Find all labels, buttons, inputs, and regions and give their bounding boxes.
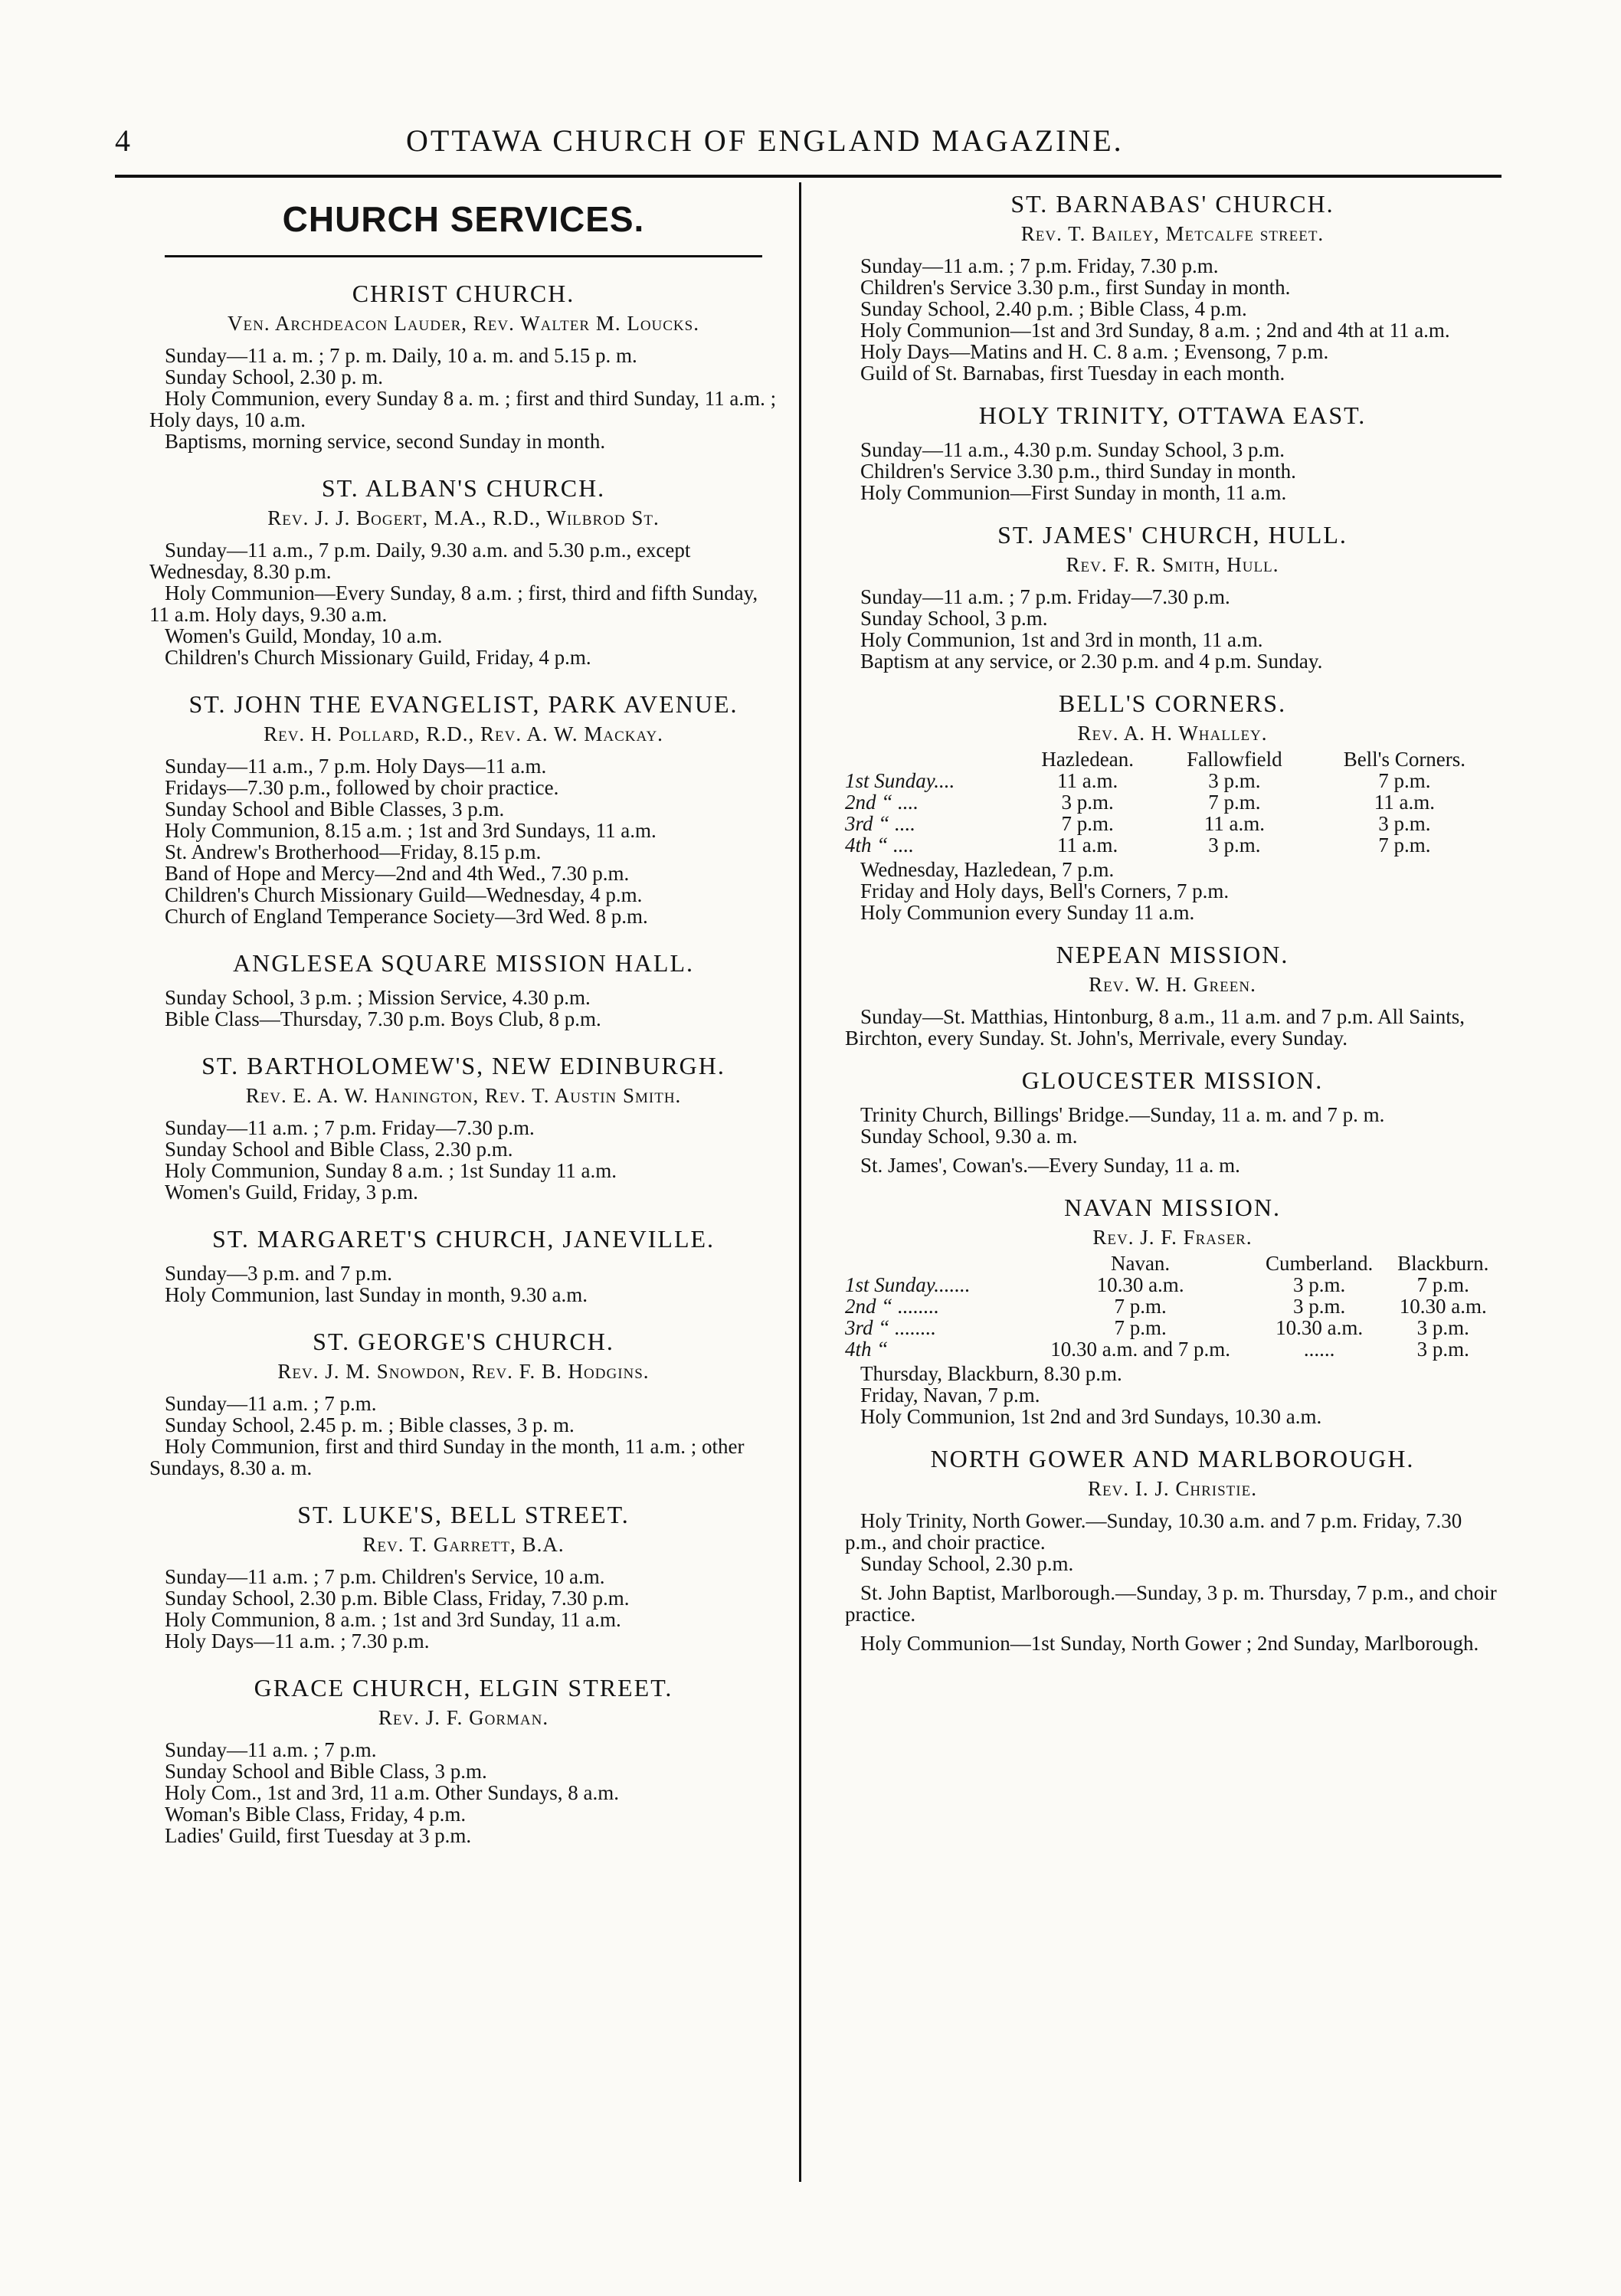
running-title: OTTAWA CHURCH OF ENGLAND MAGAZINE. bbox=[406, 123, 1124, 158]
service-line: Fridays—7.30 p.m., followed by choir practice. bbox=[165, 776, 559, 799]
service-line: Holy Communion, every Sunday 8 a. m. ; first and third Sunday, 11 a.m. ; Holy days, 10 a.m. bbox=[149, 387, 777, 431]
section-st-barnabas bbox=[845, 188, 1500, 384]
clergy-line: Rev. W. H. Green. bbox=[1089, 973, 1256, 996]
service-line: Sunday—11 a.m., 4.30 p.m. Sunday School, 3 p.m. bbox=[860, 438, 1285, 461]
service-line: Holy Communion, 1st and 3rd in month, 11 a.m. bbox=[860, 628, 1263, 651]
section-title: ST. JOHN THE EVANGELIST, PARK AVENUE. bbox=[188, 690, 738, 718]
service-line: Sunday—St. Matthias, Hintonburg, 8 a.m., 11 a.m. and 7 p.m. All Saints, Birchton, every Sunday. St. John's, Merrivale, every Sunday. bbox=[845, 1005, 1465, 1050]
section-bells-corners bbox=[845, 687, 1500, 923]
main-title: CHURCH SERVICES. bbox=[282, 199, 645, 239]
service-line: Friday, Navan, 7 p.m. bbox=[860, 1384, 1040, 1407]
service-line: Sunday—11 a.m., 7 p.m. Holy Days—11 a.m. bbox=[165, 755, 547, 778]
clergy-line: Ven. Archdeacon Lauder, Rev. Walter M. Loucks. bbox=[228, 312, 699, 335]
section-title: CHRIST CHURCH. bbox=[352, 280, 575, 307]
service-line: Holy Days—Matins and H. C. 8 a.m. ; Evensong, 7 p.m. bbox=[860, 340, 1329, 363]
service-line: Guild of St. Barnabas, first Tuesday in each month. bbox=[860, 362, 1285, 385]
service-line: Sunday School, 3 p.m. ; Mission Service, 4.30 p.m. bbox=[165, 986, 591, 1009]
table-cell: 11 a.m. bbox=[1057, 769, 1118, 792]
table-cell: 1st Sunday.... bbox=[845, 769, 955, 792]
table-cell: 3 p.m. bbox=[1208, 769, 1261, 792]
table-cell: 10.30 a.m. bbox=[1096, 1273, 1184, 1296]
service-line: Holy Days—11 a.m. ; 7.30 p.m. bbox=[165, 1629, 430, 1652]
service-line: Holy Communion—1st and 3rd Sunday, 8 a.m. ; 2nd and 4th at 11 a.m. bbox=[860, 319, 1450, 342]
section-anglesea-square bbox=[149, 947, 778, 1030]
service-line: Ladies' Guild, first Tuesday at 3 p.m. bbox=[165, 1824, 472, 1847]
section-navan-mission bbox=[845, 1191, 1500, 1427]
column-header: Bell's Corners. bbox=[1343, 748, 1466, 771]
table-row bbox=[845, 791, 1500, 813]
table-cell: 2nd “ .... bbox=[845, 791, 919, 814]
service-line: Holy Communion every Sunday 11 a.m. bbox=[860, 901, 1195, 924]
section-gloucester-mission bbox=[845, 1064, 1500, 1176]
clergy-line: Rev. F. R. Smith, Hull. bbox=[1066, 553, 1279, 576]
section-st-margarets bbox=[149, 1223, 778, 1305]
service-line: Sunday—11 a. m. ; 7 p. m. Daily, 10 a. m. and 5.15 p. m. bbox=[165, 344, 637, 367]
service-line: Baptisms, morning service, second Sunday in month. bbox=[165, 430, 606, 453]
section-title: ST. JAMES' CHURCH, HULL. bbox=[997, 521, 1348, 549]
column-header: Blackburn. bbox=[1397, 1252, 1489, 1275]
section-title: ANGLESEA SQUARE MISSION HALL. bbox=[232, 949, 694, 977]
table-row bbox=[845, 1338, 1500, 1360]
clergy-line: Rev. J. F. Fraser. bbox=[1092, 1226, 1253, 1249]
section-nepean-mission bbox=[845, 938, 1500, 1049]
table-cell: 11 a.m. bbox=[1203, 812, 1265, 835]
table-row bbox=[845, 834, 1500, 856]
table-cell: 3 p.m. bbox=[1292, 1295, 1346, 1318]
table-cell: 11 a.m. bbox=[1374, 791, 1435, 814]
service-line: Holy Communion, Sunday 8 a.m. ; 1st Sunday 11 a.m. bbox=[165, 1159, 617, 1182]
service-line: Holy Communion, 8.15 a.m. ; 1st and 3rd Sundays, 11 a.m. bbox=[165, 819, 657, 842]
service-line: Sunday School and Bible Class, 2.30 p.m. bbox=[165, 1138, 513, 1161]
table-header-row bbox=[845, 748, 1500, 770]
table-cell: 3rd “ .... bbox=[845, 812, 916, 835]
table-cell: 7 p.m. bbox=[1378, 769, 1431, 792]
section-grace-church bbox=[149, 1672, 778, 1846]
right-column bbox=[845, 188, 1500, 1654]
service-line: Trinity Church, Billings' Bridge.—Sunday, 11 a. m. and 7 p. m. bbox=[860, 1103, 1385, 1126]
left-column bbox=[149, 188, 778, 1846]
service-line: Sunday School, 2.30 p.m. Bible Class, Friday, 7.30 p.m. bbox=[165, 1587, 630, 1610]
clergy-line: Rev. J. M. Snowdon, Rev. F. B. Hodgins. bbox=[277, 1360, 650, 1383]
table-cell: 4th “ bbox=[845, 1338, 889, 1361]
section-north-gower bbox=[845, 1443, 1500, 1654]
service-line: Sunday School and Bible Classes, 3 p.m. bbox=[165, 798, 505, 820]
service-line: Sunday—11 a.m. ; 7 p.m. Friday—7.30 p.m. bbox=[165, 1116, 535, 1139]
section-christ-church bbox=[149, 277, 778, 452]
column-header: Cumberland. bbox=[1266, 1252, 1374, 1275]
clergy-line: Rev. H. Pollard, R.D., Rev. A. W. Mackay. bbox=[264, 722, 663, 745]
clergy-line: Rev. I. J. Christie. bbox=[1088, 1477, 1257, 1500]
service-line: Sunday—11 a.m. ; 7 p.m. Friday, 7.30 p.m. bbox=[860, 254, 1219, 277]
service-line: Holy Communion—1st Sunday, North Gower ; 2nd Sunday, Marlborough. bbox=[860, 1632, 1479, 1655]
section-title: ST. BARNABAS' CHURCH. bbox=[1010, 190, 1334, 218]
table-cell: 7 p.m. bbox=[1416, 1273, 1469, 1296]
clergy-line: Rev. A. H. Whalley. bbox=[1077, 722, 1268, 745]
section-st-georges bbox=[149, 1325, 778, 1479]
section-title: NEPEAN MISSION. bbox=[1056, 941, 1289, 968]
table-cell: 10.30 a.m. and 7 p.m. bbox=[1050, 1338, 1230, 1361]
service-line: St. James', Cowan's.—Every Sunday, 11 a. m. bbox=[860, 1154, 1240, 1177]
service-line: Women's Guild, Friday, 3 p.m. bbox=[165, 1181, 418, 1204]
service-line: Sunday School, 9.30 a. m. bbox=[860, 1125, 1078, 1148]
table-cell: 3 p.m. bbox=[1061, 791, 1114, 814]
service-line: Band of Hope and Mercy—2nd and 4th Wed., 7.30 p.m. bbox=[165, 862, 630, 885]
clergy-line: Rev. T. Bailey, Metcalfe street. bbox=[1020, 222, 1325, 245]
service-line: Sunday School, 2.30 p.m. bbox=[860, 1552, 1074, 1575]
service-line: Sunday School, 3 p.m. bbox=[860, 607, 1048, 630]
service-line: Holy Communion, first and third Sunday in the month, 11 a.m. ; other Sundays, 8.30 a. m. bbox=[149, 1435, 745, 1479]
clergy-line: Rev. E. A. W. Hanington, Rev. T. Austin Smith. bbox=[245, 1084, 682, 1107]
table-row bbox=[845, 1295, 1500, 1317]
section-title: HOLY TRINITY, OTTAWA EAST. bbox=[978, 401, 1367, 429]
service-line: Sunday School, 2.30 p. m. bbox=[165, 365, 384, 388]
service-line: Holy Communion, 1st 2nd and 3rd Sundays, 10.30 a.m. bbox=[860, 1405, 1322, 1428]
service-line: Holy Com., 1st and 3rd, 11 a.m. Other Sundays, 8 a.m. bbox=[165, 1781, 619, 1804]
section-title: GLOUCESTER MISSION. bbox=[1021, 1066, 1324, 1094]
table-cell: 7 p.m. bbox=[1378, 834, 1431, 856]
section-title: GRACE CHURCH, ELGIN STREET. bbox=[254, 1674, 673, 1702]
column-header: Fallowfield bbox=[1187, 748, 1282, 771]
service-line: Wednesday, Hazledean, 7 p.m. bbox=[860, 858, 1115, 881]
section-title: NAVAN MISSION. bbox=[1064, 1194, 1281, 1221]
section-st-albans bbox=[149, 472, 778, 668]
service-line: Sunday School and Bible Class, 3 p.m. bbox=[165, 1760, 487, 1783]
section-title: ST. BARTHOLOMEW'S, NEW EDINBURGH. bbox=[201, 1052, 725, 1079]
table-cell: 11 a.m. bbox=[1057, 834, 1118, 856]
service-line: Holy Communion, 8 a.m. ; 1st and 3rd Sunday, 11 a.m. bbox=[165, 1608, 621, 1631]
section-st-lukes bbox=[149, 1498, 778, 1652]
header-rule bbox=[115, 175, 1501, 178]
section-st-james-hull bbox=[845, 519, 1500, 672]
service-line: Sunday—11 a.m., 7 p.m. Daily, 9.30 a.m. and 5.30 p.m., except Wednesday, 8.30 p.m. bbox=[149, 539, 691, 583]
service-line: Bible Class—Thursday, 7.30 p.m. Boys Club, 8 p.m. bbox=[165, 1007, 601, 1030]
table-cell: 3 p.m. bbox=[1416, 1316, 1469, 1339]
service-line: Women's Guild, Monday, 10 a.m. bbox=[165, 624, 443, 647]
service-line: Holy Trinity, North Gower.—Sunday, 10.30 a.m. and 7 p.m. Friday, 7.30 p.m., and choir practice. bbox=[845, 1509, 1462, 1554]
service-line: Children's Service 3.30 p.m., third Sunday in month. bbox=[860, 460, 1296, 483]
bells-schedule-table bbox=[845, 748, 1500, 856]
column-header bbox=[845, 748, 1015, 770]
table-cell: 4th “ .... bbox=[845, 834, 915, 856]
table-cell: 3 p.m. bbox=[1378, 812, 1431, 835]
section-title: ST. MARGARET'S CHURCH, JANEVILLE. bbox=[211, 1225, 716, 1253]
table-cell: 7 p.m. bbox=[1114, 1316, 1167, 1339]
service-line: Holy Communion, last Sunday in month, 9.30 a.m. bbox=[165, 1283, 588, 1306]
table-cell: 10.30 a.m. bbox=[1399, 1295, 1487, 1318]
table-cell: ...... bbox=[1303, 1338, 1335, 1361]
clergy-line: Rev. J. J. Bogert, M.A., R.D., Wilbrod St. bbox=[267, 506, 660, 529]
section-title: ST. GEORGE'S CHURCH. bbox=[313, 1328, 614, 1355]
service-line: Holy Communion—Every Sunday, 8 a.m. ; first, third and fifth Sunday, 11 a.m. Holy days, 9.30 a.m. bbox=[149, 581, 758, 626]
service-line: Sunday—3 p.m. and 7 p.m. bbox=[165, 1262, 392, 1285]
table-cell: 7 p.m. bbox=[1061, 812, 1114, 835]
service-line: Holy Communion—First Sunday in month, 11 a.m. bbox=[860, 481, 1287, 504]
table-row bbox=[845, 1274, 1500, 1295]
section-st-bartholomews bbox=[149, 1050, 778, 1203]
service-line: Sunday School, 2.40 p.m. ; Bible Class, 4 p.m. bbox=[860, 297, 1247, 320]
service-line: St. Andrew's Brotherhood—Friday, 8.15 p.m. bbox=[165, 840, 542, 863]
section-title: ST. ALBAN'S CHURCH. bbox=[321, 474, 606, 502]
table-cell: 3rd “ ........ bbox=[845, 1316, 937, 1339]
page-header bbox=[115, 123, 1501, 158]
section-st-john-evangelist bbox=[149, 688, 778, 927]
service-line: St. John Baptist, Marlborough.—Sunday, 3 p. m. Thursday, 7 p.m., and choir practice. bbox=[845, 1581, 1497, 1626]
service-line: Friday and Holy days, Bell's Corners, 7 p.m. bbox=[860, 879, 1230, 902]
column-header: Navan. bbox=[1110, 1252, 1171, 1275]
service-line: Woman's Bible Class, Friday, 4 p.m. bbox=[165, 1803, 467, 1826]
table-cell: 7 p.m. bbox=[1114, 1295, 1167, 1318]
clergy-line: Rev. J. F. Gorman. bbox=[378, 1706, 549, 1729]
service-line: Children's Service 3.30 p.m., first Sunday in month. bbox=[860, 276, 1291, 299]
column-divider bbox=[799, 182, 801, 2182]
table-cell: 3 p.m. bbox=[1416, 1338, 1469, 1361]
table-row bbox=[845, 813, 1500, 834]
service-line: Sunday—11 a.m. ; 7 p.m. bbox=[165, 1738, 377, 1761]
service-line: Children's Church Missionary Guild—Wednesday, 4 p.m. bbox=[165, 883, 643, 906]
table-cell: 3 p.m. bbox=[1292, 1273, 1346, 1296]
service-line: Sunday—11 a.m. ; 7 p.m. Children's Service, 10 a.m. bbox=[165, 1565, 605, 1588]
column-header bbox=[845, 1253, 1028, 1274]
service-line: Thursday, Blackburn, 8.30 p.m. bbox=[860, 1362, 1122, 1385]
navan-schedule-table bbox=[845, 1253, 1500, 1360]
table-cell: 2nd “ ........ bbox=[845, 1295, 940, 1318]
table-cell: 3 p.m. bbox=[1208, 834, 1261, 856]
table-cell: 1st Sunday....... bbox=[845, 1273, 971, 1296]
section-title: ST. LUKE'S, BELL STREET. bbox=[297, 1501, 630, 1528]
table-row bbox=[845, 770, 1500, 791]
service-line: Sunday School, 2.45 p. m. ; Bible classes, 3 p. m. bbox=[165, 1413, 575, 1436]
page-number: 4 bbox=[115, 123, 130, 158]
service-line: Children's Church Missionary Guild, Friday, 4 p.m. bbox=[165, 646, 591, 669]
table-row bbox=[845, 1317, 1500, 1338]
clergy-line: Rev. T. Garrett, B.A. bbox=[362, 1533, 565, 1556]
service-line: Baptism at any service, or 2.30 p.m. and 4 p.m. Sunday. bbox=[860, 650, 1323, 673]
service-line: Sunday—11 a.m. ; 7 p.m. bbox=[165, 1392, 377, 1415]
table-cell: 7 p.m. bbox=[1208, 791, 1261, 814]
title-rule bbox=[165, 255, 762, 257]
service-line: Sunday—11 a.m. ; 7 p.m. Friday—7.30 p.m. bbox=[860, 585, 1230, 608]
service-line: Church of England Temperance Society—3rd Wed. 8 p.m. bbox=[165, 905, 648, 928]
section-holy-trinity-east bbox=[845, 399, 1500, 503]
table-header-row bbox=[845, 1253, 1500, 1274]
table-cell: 10.30 a.m. bbox=[1276, 1316, 1364, 1339]
section-title: NORTH GOWER AND MARLBOROUGH. bbox=[930, 1445, 1415, 1472]
column-header: Hazledean. bbox=[1041, 748, 1134, 771]
section-title: BELL'S CORNERS. bbox=[1058, 689, 1287, 717]
